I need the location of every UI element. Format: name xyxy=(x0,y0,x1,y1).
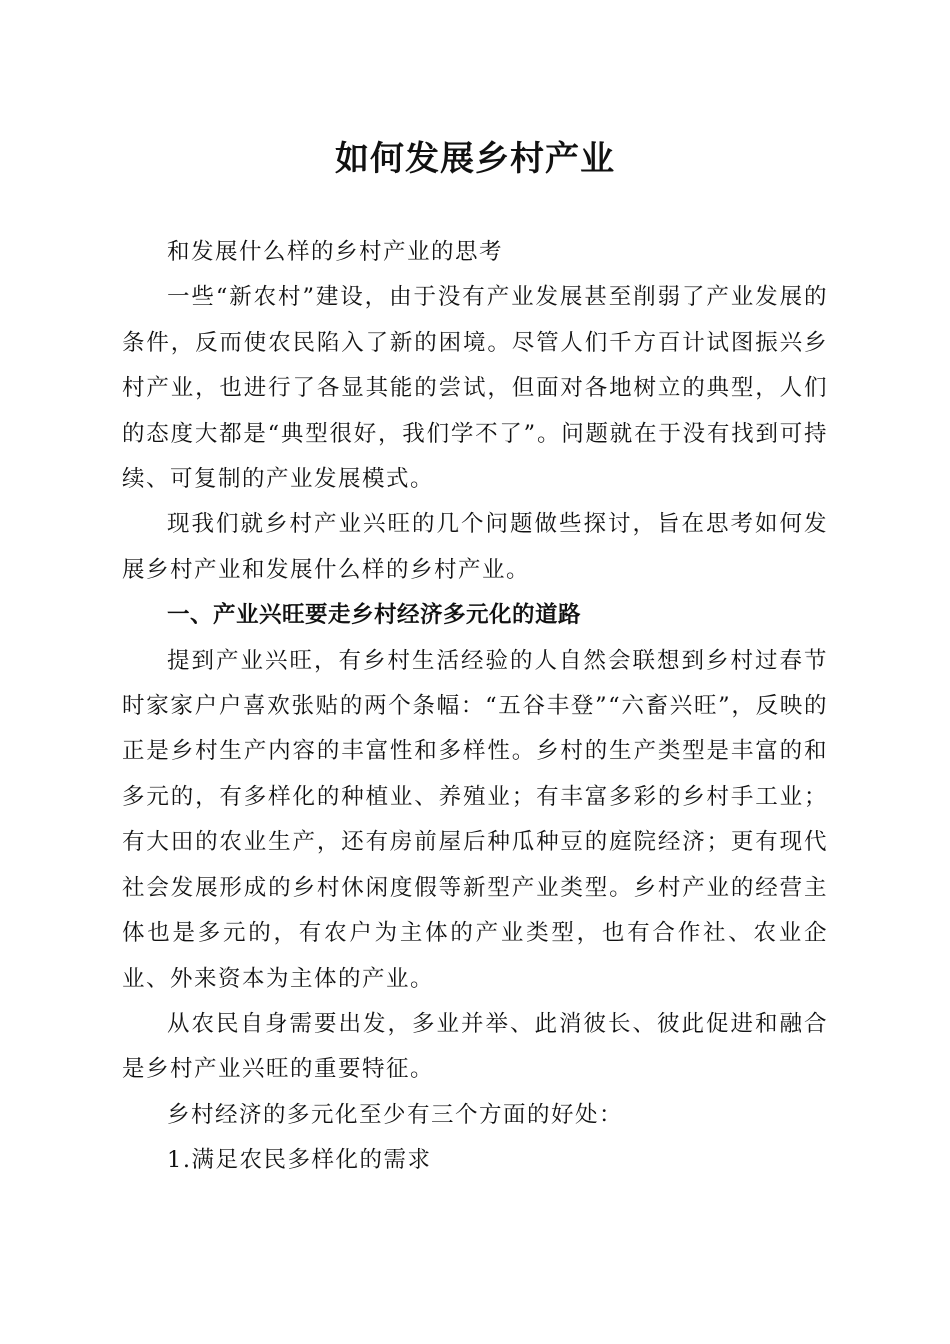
paragraph-intro-subtitle: 和发展什么样的乡村产业的思考 xyxy=(167,239,504,265)
paragraph-features: 从农民自身需要出发，多业并举、此消彼长、彼此促进和融合是乡村产业兴旺的重要特征。 xyxy=(122,1010,828,1083)
document-title: 如何发展乡村产业 xyxy=(335,139,615,179)
list-item-1: 1.满足农民多样化的需求 xyxy=(167,1147,432,1174)
paragraph-purpose: 现我们就乡村产业兴旺的几个问题做些探讨，旨在思考如何发展乡村产业和发展什么样的乡村产业。 xyxy=(122,511,828,583)
paragraph-problem: 一些“新农村”建设，由于没有产业发展甚至削弱了产业发展的条件，反而使农民陷入了新的困境。尽管人们千方百计试图振兴乡村产业，也进行了各显其能的尝试，但面对各地树立的典型，人们的态度大都是“典型很好，我们学不了”。问题就在于没有找到可持续、可复制的产业发展模式。 xyxy=(122,284,828,493)
section-heading-1: 一、产业兴旺要走乡村经济多元化的道路 xyxy=(167,602,582,629)
paragraph-diversity: 提到产业兴旺，有乡村生活经验的人自然会联想到乡村过春节时家家户户喜欢张贴的两个条幅：“五谷丰登”“六畜兴旺”，反映的正是乡村生产内容的丰富性和多样性。乡村的生产类型是丰富的和多元的，有多样化的种植业、养殖业；有丰富多彩的乡村手工业；有大田的农业生产，还有房前屋后种瓜种豆的庭院经济；更有现代社会发展形成的乡村休闲度假等新型产业类型。乡村产业的经营主体也是多元的，有农户为主体的产业类型，也有合作社、农业企业、外来资本为主体的产业。 xyxy=(122,647,828,992)
paragraph-benefits-intro: 乡村经济的多元化至少有三个方面的好处： xyxy=(167,1101,624,1128)
document-body xyxy=(122,230,828,1184)
